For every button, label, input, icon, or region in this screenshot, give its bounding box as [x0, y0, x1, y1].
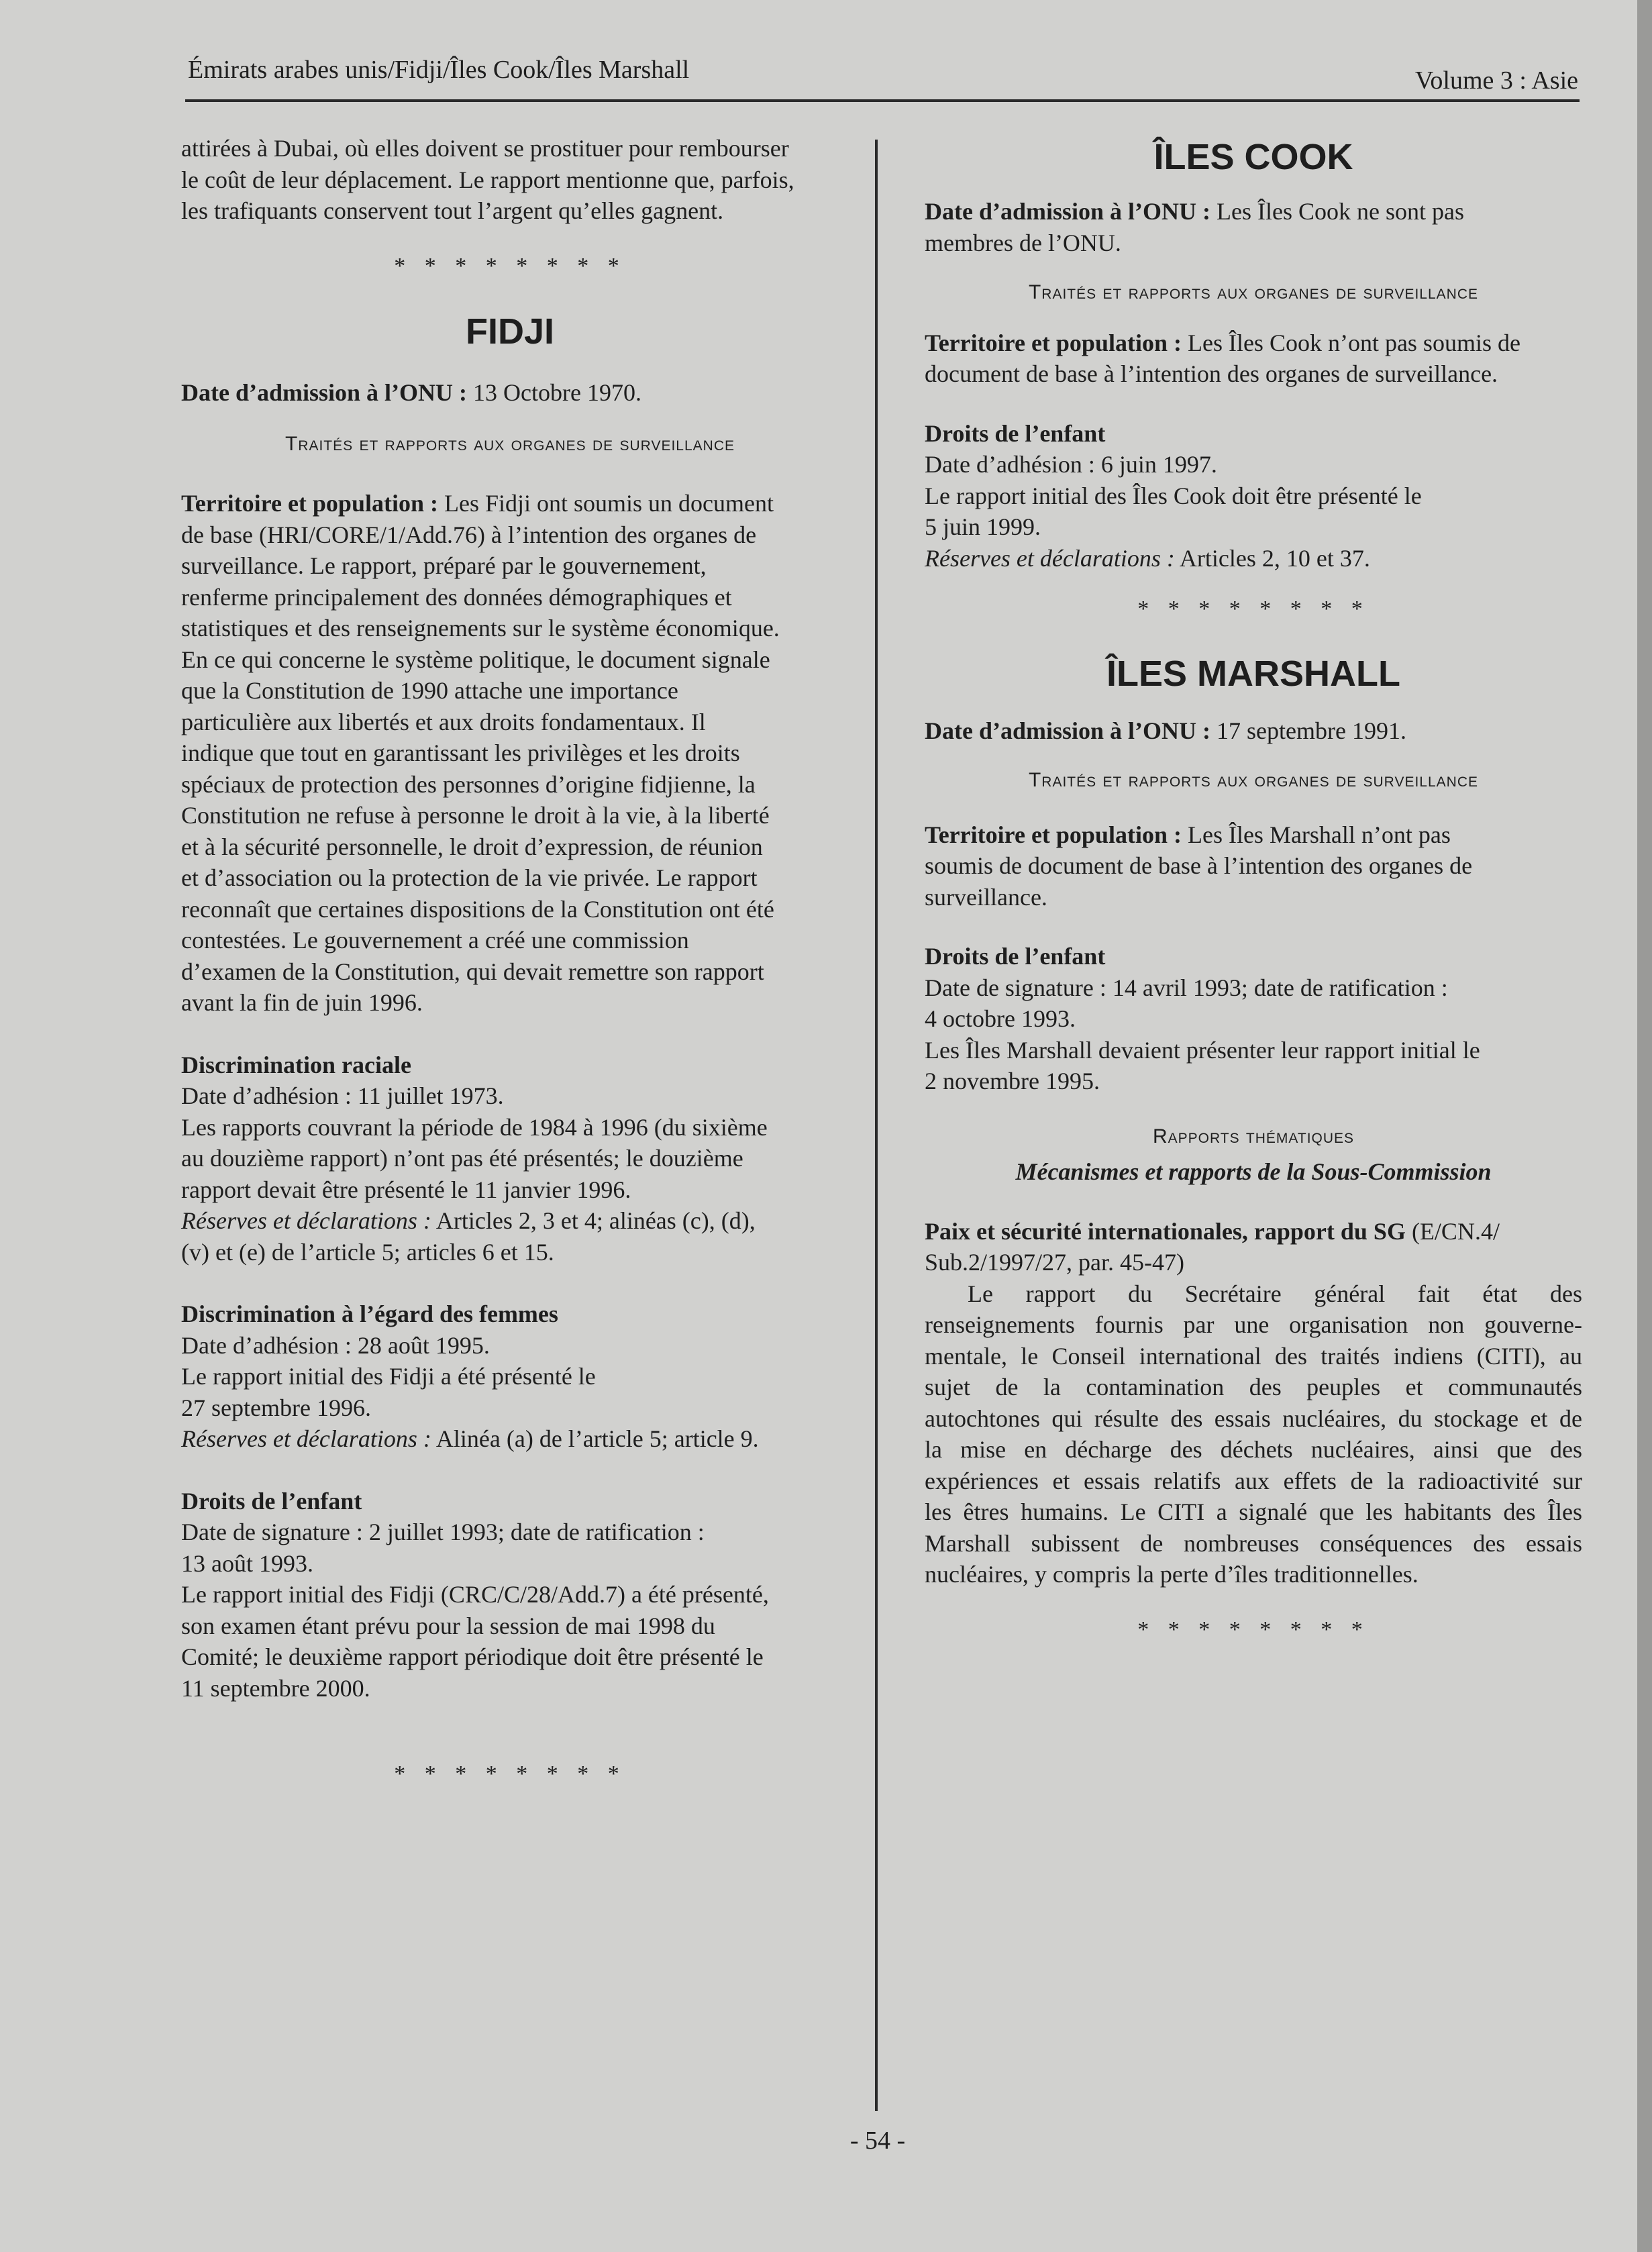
text-line: les êtres humains. Le CITI a signalé que les habitants des Îles: [925, 1498, 1582, 1525]
country-title-fidji: FIDJI: [465, 311, 555, 352]
territory-label: Territoire et population :: [181, 490, 438, 517]
text-line: nucléaires, y compris la perte d’îles traditionnelles.: [925, 1561, 1418, 1588]
text-line: expériences et essais relatifs aux effets de la radioactivité sur: [925, 1467, 1582, 1494]
reservations-line: [925, 543, 1582, 574]
text-line: (v) et (e) de l’article 5; articles 6 et 15.: [181, 1238, 554, 1266]
text-line: autochtones qui résulte des essais nucléaires, du stockage et de: [925, 1404, 1582, 1432]
territory-text: Les Îles Cook n’ont pas soumis de: [1181, 329, 1520, 356]
text-line: que la Constitution de 1990 attache une importance: [181, 677, 678, 704]
text-line: [925, 819, 1582, 851]
text-line: Le rapport initial des Fidji a été présenté le: [181, 1363, 596, 1390]
territory-label: Territoire et population :: [925, 329, 1182, 356]
reservations-label: Réserves et déclarations :: [925, 544, 1175, 572]
territory-text: Les Îles Marshall n’ont pas: [1181, 821, 1451, 848]
treaties-heading: Traités et rapports aux organes de surveillance: [1028, 769, 1479, 791]
reservations-value: Articles 2, 10 et 37.: [1174, 544, 1370, 572]
text-line: En ce qui concerne le système politique, le document signale: [181, 646, 770, 673]
women-discrimination-section: [181, 1298, 839, 1455]
page-number: - 54 -: [849, 2127, 906, 2155]
thematic-reports-heading: Rapports thématiques: [1152, 1125, 1355, 1147]
treaties-heading: Traités et rapports aux organes de surveillance: [285, 432, 735, 455]
text-line: surveillance.: [925, 883, 1047, 911]
text-line: indique que tout en garantissant les privilèges et les droits: [181, 739, 740, 766]
territory-label: Territoire et population :: [925, 821, 1182, 848]
admission-label: Date d’admission à l’ONU :: [181, 379, 468, 406]
child-rights-section: [925, 941, 1582, 1097]
reservations-label: Réserves et déclarations :: [181, 1425, 431, 1452]
text-line: [181, 488, 839, 519]
admission-date: [925, 196, 1582, 258]
text-line: le coût de leur déplacement. Le rapport mentionne que, parfois,: [181, 166, 794, 193]
child-rights-section: [181, 1486, 839, 1704]
column-divider: [875, 140, 878, 2111]
text-line: mentale, le Conseil international des traités indiens (CITI), au: [925, 1342, 1582, 1370]
page-edge: [1637, 0, 1652, 2252]
text-line: 11 septembre 2000.: [181, 1674, 370, 1702]
text-line: spéciaux de protection des personnes d’origine fidjienne, la: [181, 770, 756, 798]
peace-security-section: [925, 1216, 1582, 1590]
header-rule: [185, 99, 1580, 102]
text-line: renferme principalement des données démographiques et: [181, 583, 732, 611]
admission-date: [181, 377, 839, 409]
text-line: [925, 327, 1582, 359]
text-line: particulière aux libertés et aux droits fondamentaux. Il: [181, 708, 706, 735]
country-title-cook: ÎLES COOK: [1153, 137, 1353, 177]
text-line: 27 septembre 1996.: [181, 1394, 371, 1421]
text-line: son examen étant prévu pour la session de mai 1998 du: [181, 1612, 715, 1639]
text-line: soumis de document de base à l’intention des organes de: [925, 852, 1473, 879]
reservations-line: [181, 1205, 839, 1237]
text-line: avant la fin de juin 1996.: [181, 989, 423, 1016]
reservations-label: Réserves et déclarations :: [181, 1207, 431, 1234]
text-line: surveillance. Le rapport, préparé par le gouvernement,: [181, 552, 707, 579]
country-title-marshall: ÎLES MARSHALL: [1106, 653, 1400, 694]
section-separator: * * * * * * * *: [1137, 597, 1370, 621]
text-line: membres de l’ONU.: [925, 229, 1121, 256]
text-line: attirées à Dubai, où elles doivent se prostituer pour rembourser: [181, 135, 789, 162]
subsection-heading: Droits de l’enfant: [925, 419, 1106, 447]
admission-value: 13 Octobre 1970.: [467, 379, 641, 406]
text-line: Constitution ne refuse à personne le droit à la vie, à la liberté: [181, 802, 770, 829]
mechanisms-heading: Mécanismes et rapports de la Sous-Commission: [1015, 1158, 1492, 1185]
text-line: document de base à l’intention des organes de surveillance.: [925, 360, 1498, 387]
territory-paragraph: [925, 327, 1582, 390]
text-line: Le rapport initial des Îles Cook doit être présenté le: [925, 482, 1422, 509]
right-column: [925, 130, 1582, 1645]
reservations-line: [181, 1423, 839, 1455]
text-line: sujet de la contamination des peuples et communautés: [925, 1374, 1582, 1400]
admission-label: Date d’admission à l’ONU :: [925, 717, 1211, 744]
text-line: Le rapport initial des Fidji (CRC/C/28/Add.7) a été présenté,: [181, 1581, 769, 1608]
admission-value: 17 septembre 1991.: [1210, 717, 1406, 744]
text-line: 4 octobre 1993.: [925, 1005, 1076, 1032]
territory-paragraph: [181, 488, 839, 1019]
intro-paragraph: [181, 133, 839, 227]
reservations-value: Alinéa (a) de l’article 5; article 9.: [431, 1425, 759, 1452]
subsection-heading: Discrimination raciale: [181, 1051, 411, 1078]
text-line: au douzième rapport) n’ont pas été présentés; le douzième: [181, 1145, 743, 1172]
text-line: Les Îles Marshall devaient présenter leur rapport initial le: [925, 1036, 1480, 1064]
running-header-title: Émirats arabes unis/Fidji/Îles Cook/Îles Marshall: [188, 56, 690, 84]
text-line: 2 novembre 1995.: [925, 1068, 1100, 1094]
subsection-heading: Discrimination à l’égard des femmes: [181, 1300, 558, 1327]
admission-date: [925, 715, 1582, 747]
text-line: Marshall subissent de nombreuses conséquences des essais: [925, 1529, 1582, 1557]
text-line: Les rapports couvrant la période de 1984 à 1996 (du sixième: [181, 1113, 768, 1141]
subsection-heading: Droits de l’enfant: [181, 1487, 362, 1515]
text-line: Date d’adhésion : 28 août 1995.: [181, 1331, 490, 1359]
section-separator: * * * * * * * *: [1137, 1617, 1370, 1642]
text-line: de base (HRI/CORE/1/Add.76) à l’intention des organes de: [181, 521, 757, 548]
text-line: rapport devait être présenté le 11 janvier 1996.: [181, 1176, 631, 1203]
text-line: [925, 196, 1582, 227]
reservations-value: Articles 2, 3 et 4; alinéas (c), (d),: [431, 1207, 756, 1234]
text-line: et à la sécurité personnelle, le droit d’expression, de réunion: [181, 833, 763, 860]
text-line: Date d’adhésion : 6 juin 1997.: [925, 451, 1217, 478]
text-line: les trafiquants conservent tout l’argent qu’elles gagnent.: [181, 197, 724, 224]
text-line: 5 juin 1999.: [925, 513, 1041, 540]
left-column: [181, 133, 839, 1790]
text-line: statistiques et des renseignements sur le système économique.: [181, 615, 780, 642]
section-separator: * * * * * * * *: [394, 1761, 626, 1786]
text-line: contestées. Le gouvernement a créé une commission: [181, 927, 689, 954]
text-line: d’examen de la Constitution, qui devait remettre son rapport: [181, 958, 764, 985]
admission-value: Les Îles Cook ne sont pas: [1210, 198, 1464, 225]
subsection-heading: Droits de l’enfant: [925, 943, 1106, 970]
peace-security-label: Paix et sécurité internationales, rapport du SG: [925, 1217, 1406, 1245]
territory-text: Les Fidji ont soumis un document: [437, 490, 774, 517]
admission-label: Date d’admission à l’ONU :: [925, 198, 1211, 225]
text-line: et d’association ou la protection de la vie privée. Le rapport: [181, 864, 758, 891]
text-line: Comité; le deuxième rapport périodique doit être présenté le: [181, 1643, 764, 1670]
text-line: la mise en décharge des déchets nucléaires, ainsi que des: [925, 1436, 1582, 1463]
peace-security-ref: (E/CN.4/: [1405, 1217, 1500, 1245]
text-line: Sub.2/1997/27, par. 45-47): [925, 1249, 1184, 1276]
text-line: [925, 1216, 1582, 1247]
text-line: Date de signature : 14 avril 1993; date de ratification :: [925, 974, 1448, 1001]
text-line: renseignements fournis par une organisation non gouverne-: [925, 1311, 1582, 1338]
running-header-volume: Volume 3 : Asie: [1414, 66, 1578, 95]
text-line: Le rapport du Secrétaire général fait état des: [968, 1280, 1582, 1307]
treaties-heading: Traités et rapports aux organes de surveillance: [1028, 281, 1479, 303]
text-line: Date d’adhésion : 11 juillet 1973.: [181, 1082, 504, 1109]
text-line: 13 août 1993.: [181, 1549, 313, 1577]
child-rights-section: [925, 418, 1582, 574]
text-line: reconnaît que certaines dispositions de la Constitution ont été: [181, 895, 774, 923]
territory-paragraph: [925, 819, 1582, 913]
racial-discrimination-section: [181, 1050, 839, 1268]
text-line: Date de signature : 2 juillet 1993; date de ratification :: [181, 1519, 705, 1545]
section-separator: * * * * * * * *: [394, 253, 626, 278]
